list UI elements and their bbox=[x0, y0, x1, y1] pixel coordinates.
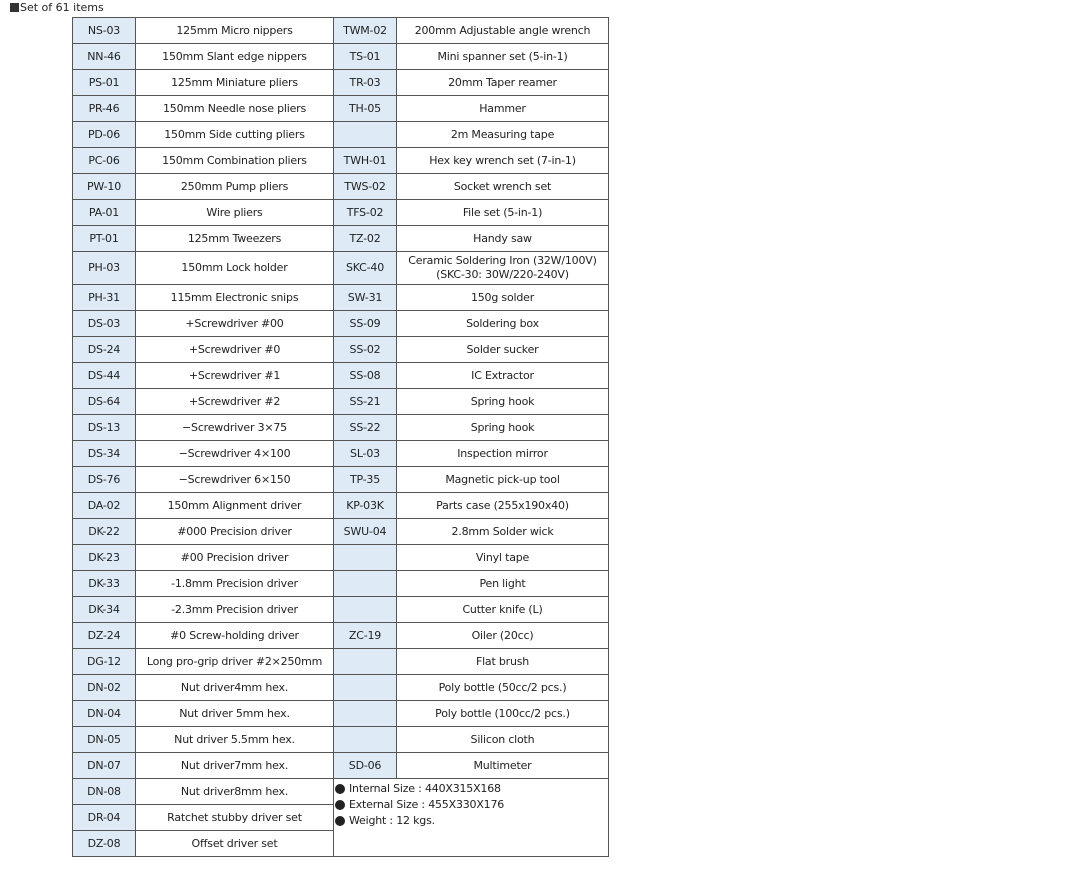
bullet-dot-icon bbox=[335, 816, 345, 826]
item-code-left: DZ-08 bbox=[73, 831, 136, 857]
item-name-left: Nut driver8mm hex. bbox=[136, 779, 334, 805]
item-code-right: TR-03 bbox=[334, 70, 397, 96]
tool-list-body bbox=[73, 18, 609, 857]
item-code-left: PC-06 bbox=[73, 148, 136, 174]
item-name-right: Handy saw bbox=[397, 226, 609, 252]
spec-line bbox=[334, 781, 608, 797]
item-name-line: Ceramic Soldering Iron (32W/100V) bbox=[408, 254, 597, 267]
item-name-right: File set (5-in-1) bbox=[397, 200, 609, 226]
table-row bbox=[73, 597, 609, 623]
table-row bbox=[73, 727, 609, 753]
page-title: Set of 61 items bbox=[10, 1, 104, 15]
table-row bbox=[73, 44, 609, 70]
spec-text: External Size : 455X330X176 bbox=[349, 798, 505, 811]
item-code-left: DS-76 bbox=[73, 467, 136, 493]
item-name-right: Pen light bbox=[397, 571, 609, 597]
item-name-left: -1.8mm Precision driver bbox=[136, 571, 334, 597]
item-code-right: SD-06 bbox=[334, 753, 397, 779]
item-code-left: DK-33 bbox=[73, 571, 136, 597]
spec-line bbox=[334, 813, 608, 829]
item-name-left: +Screwdriver #0 bbox=[136, 337, 334, 363]
item-name-left: −Screwdriver 3×75 bbox=[136, 415, 334, 441]
item-code-left: PH-31 bbox=[73, 285, 136, 311]
item-name-right: Solder sucker bbox=[397, 337, 609, 363]
item-code-right: SL-03 bbox=[334, 441, 397, 467]
item-code-right: TP-35 bbox=[334, 467, 397, 493]
item-code-left: DK-34 bbox=[73, 597, 136, 623]
item-code-right bbox=[334, 122, 397, 148]
item-name-left: 150mm Alignment driver bbox=[136, 493, 334, 519]
table-row bbox=[73, 493, 609, 519]
item-name-right: Spring hook bbox=[397, 415, 609, 441]
item-name-left: +Screwdriver #00 bbox=[136, 311, 334, 337]
item-name-left: Nut driver7mm hex. bbox=[136, 753, 334, 779]
item-code-left: DN-02 bbox=[73, 675, 136, 701]
table-row bbox=[73, 467, 609, 493]
item-code-right: SKC-40 bbox=[334, 252, 397, 285]
square-bullet-icon bbox=[10, 3, 19, 12]
item-code-right bbox=[334, 675, 397, 701]
item-code-right: SS-02 bbox=[334, 337, 397, 363]
item-name-right: Cutter knife (L) bbox=[397, 597, 609, 623]
item-code-left: DK-22 bbox=[73, 519, 136, 545]
item-name-right: Silicon cloth bbox=[397, 727, 609, 753]
item-name-left: -2.3mm Precision driver bbox=[136, 597, 334, 623]
item-name-right: Hex key wrench set (7-in-1) bbox=[397, 148, 609, 174]
item-code-left: PH-03 bbox=[73, 252, 136, 285]
item-code-left: DK-23 bbox=[73, 545, 136, 571]
item-code-right bbox=[334, 597, 397, 623]
item-code-right: SS-08 bbox=[334, 363, 397, 389]
item-name-left: −Screwdriver 4×100 bbox=[136, 441, 334, 467]
item-code-right: SS-09 bbox=[334, 311, 397, 337]
tool-list-table bbox=[72, 17, 609, 857]
item-code-right: TS-01 bbox=[334, 44, 397, 70]
item-code-right: TWS-02 bbox=[334, 174, 397, 200]
item-name-right: Magnetic pick-up tool bbox=[397, 467, 609, 493]
item-code-right: KP-03K bbox=[334, 493, 397, 519]
item-name-left: Nut driver 5mm hex. bbox=[136, 701, 334, 727]
item-name-line: (SKC-30: 30W/220-240V) bbox=[436, 268, 569, 281]
item-name-right: Vinyl tape bbox=[397, 545, 609, 571]
item-name-right: Soldering box bbox=[397, 311, 609, 337]
item-name-left: Offset driver set bbox=[136, 831, 334, 857]
item-name-left: 150mm Lock holder bbox=[136, 252, 334, 285]
item-name-right: Multimeter bbox=[397, 753, 609, 779]
table-row bbox=[73, 519, 609, 545]
table-row bbox=[73, 226, 609, 252]
item-code-left: DS-13 bbox=[73, 415, 136, 441]
item-name-left: Ratchet stubby driver set bbox=[136, 805, 334, 831]
table-row bbox=[73, 18, 609, 44]
item-name-left: 150mm Needle nose pliers bbox=[136, 96, 334, 122]
item-code-right bbox=[334, 649, 397, 675]
item-code-left: PS-01 bbox=[73, 70, 136, 96]
item-name-left: #000 Precision driver bbox=[136, 519, 334, 545]
table-row bbox=[73, 571, 609, 597]
item-code-left: DN-04 bbox=[73, 701, 136, 727]
item-code-left: DN-05 bbox=[73, 727, 136, 753]
table-row bbox=[73, 363, 609, 389]
item-code-left: PD-06 bbox=[73, 122, 136, 148]
item-name-left: 125mm Micro nippers bbox=[136, 18, 334, 44]
item-name-right bbox=[397, 252, 609, 285]
item-name-left: 125mm Tweezers bbox=[136, 226, 334, 252]
item-code-left: NN-46 bbox=[73, 44, 136, 70]
item-name-left: +Screwdriver #2 bbox=[136, 389, 334, 415]
item-code-left: DS-34 bbox=[73, 441, 136, 467]
item-name-right: Spring hook bbox=[397, 389, 609, 415]
item-code-right: TFS-02 bbox=[334, 200, 397, 226]
item-name-right: Hammer bbox=[397, 96, 609, 122]
item-name-right: 2m Measuring tape bbox=[397, 122, 609, 148]
item-name-left: 115mm Electronic snips bbox=[136, 285, 334, 311]
item-code-left: DR-04 bbox=[73, 805, 136, 831]
item-code-left: DS-64 bbox=[73, 389, 136, 415]
item-code-left: DZ-24 bbox=[73, 623, 136, 649]
item-code-right: SS-22 bbox=[334, 415, 397, 441]
bullet-dot-icon bbox=[335, 800, 345, 810]
item-name-right: Poly bottle (50cc/2 pcs.) bbox=[397, 675, 609, 701]
case-specs bbox=[334, 779, 609, 857]
item-name-right: 200mm Adjustable angle wrench bbox=[397, 18, 609, 44]
spec-line bbox=[334, 797, 608, 813]
item-name-right: 20mm Taper reamer bbox=[397, 70, 609, 96]
item-name-left: 150mm Slant edge nippers bbox=[136, 44, 334, 70]
item-name-left: 150mm Side cutting pliers bbox=[136, 122, 334, 148]
item-code-right: SW-31 bbox=[334, 285, 397, 311]
item-code-right: TH-05 bbox=[334, 96, 397, 122]
table-row bbox=[73, 311, 609, 337]
table-row bbox=[73, 200, 609, 226]
item-code-right bbox=[334, 545, 397, 571]
item-code-left: PR-46 bbox=[73, 96, 136, 122]
table-row bbox=[73, 441, 609, 467]
spec-text: Internal Size : 440X315X168 bbox=[349, 782, 501, 795]
item-name-right: Oiler (20cc) bbox=[397, 623, 609, 649]
item-name-right: Inspection mirror bbox=[397, 441, 609, 467]
item-code-left: DS-03 bbox=[73, 311, 136, 337]
item-code-left: PW-10 bbox=[73, 174, 136, 200]
item-name-right: 2.8mm Solder wick bbox=[397, 519, 609, 545]
item-code-right: TWH-01 bbox=[334, 148, 397, 174]
item-name-right: Flat brush bbox=[397, 649, 609, 675]
table-row bbox=[73, 415, 609, 441]
item-code-left: PT-01 bbox=[73, 226, 136, 252]
item-code-right: ZC-19 bbox=[334, 623, 397, 649]
item-name-right: Poly bottle (100cc/2 pcs.) bbox=[397, 701, 609, 727]
item-code-right bbox=[334, 701, 397, 727]
item-code-left: PA-01 bbox=[73, 200, 136, 226]
item-name-left: 125mm Miniature pliers bbox=[136, 70, 334, 96]
table-row bbox=[73, 148, 609, 174]
item-name-left: −Screwdriver 6×150 bbox=[136, 467, 334, 493]
table-row bbox=[73, 545, 609, 571]
item-code-left: DS-44 bbox=[73, 363, 136, 389]
item-name-right: Parts case (255x190x40) bbox=[397, 493, 609, 519]
item-name-left: Nut driver 5.5mm hex. bbox=[136, 727, 334, 753]
item-code-left: DS-24 bbox=[73, 337, 136, 363]
item-code-right: TWM-02 bbox=[334, 18, 397, 44]
item-name-right: IC Extractor bbox=[397, 363, 609, 389]
table-row bbox=[73, 285, 609, 311]
table-row bbox=[73, 623, 609, 649]
item-name-left: Wire pliers bbox=[136, 200, 334, 226]
item-code-right: SS-21 bbox=[334, 389, 397, 415]
table-row bbox=[73, 174, 609, 200]
item-code-right bbox=[334, 727, 397, 753]
item-code-right: TZ-02 bbox=[334, 226, 397, 252]
item-code-left: DA-02 bbox=[73, 493, 136, 519]
spec-text: Weight : 12 kgs. bbox=[349, 814, 435, 827]
item-name-left: +Screwdriver #1 bbox=[136, 363, 334, 389]
table-row bbox=[73, 649, 609, 675]
table-row bbox=[73, 389, 609, 415]
item-name-left: 250mm Pump pliers bbox=[136, 174, 334, 200]
table-row bbox=[73, 122, 609, 148]
table-row bbox=[73, 70, 609, 96]
item-code-left: NS-03 bbox=[73, 18, 136, 44]
table-row bbox=[73, 96, 609, 122]
table-row bbox=[73, 252, 609, 285]
item-name-left: #00 Precision driver bbox=[136, 545, 334, 571]
item-code-left: DN-07 bbox=[73, 753, 136, 779]
table-row bbox=[73, 701, 609, 727]
bullet-dot-icon bbox=[335, 784, 345, 794]
item-name-right: Socket wrench set bbox=[397, 174, 609, 200]
item-name-left: Nut driver4mm hex. bbox=[136, 675, 334, 701]
item-code-left: DG-12 bbox=[73, 649, 136, 675]
item-name-right: 150g solder bbox=[397, 285, 609, 311]
item-code-left: DN-08 bbox=[73, 779, 136, 805]
table-row bbox=[73, 779, 609, 805]
table-row bbox=[73, 337, 609, 363]
item-code-right bbox=[334, 571, 397, 597]
item-code-right: SWU-04 bbox=[334, 519, 397, 545]
item-name-left: 150mm Combination pliers bbox=[136, 148, 334, 174]
table-row bbox=[73, 675, 609, 701]
item-name-left: Long pro-grip driver #2×250mm bbox=[136, 649, 334, 675]
item-name-right: Mini spanner set (5-in-1) bbox=[397, 44, 609, 70]
item-name-left: #0 Screw-holding driver bbox=[136, 623, 334, 649]
table-row bbox=[73, 753, 609, 779]
